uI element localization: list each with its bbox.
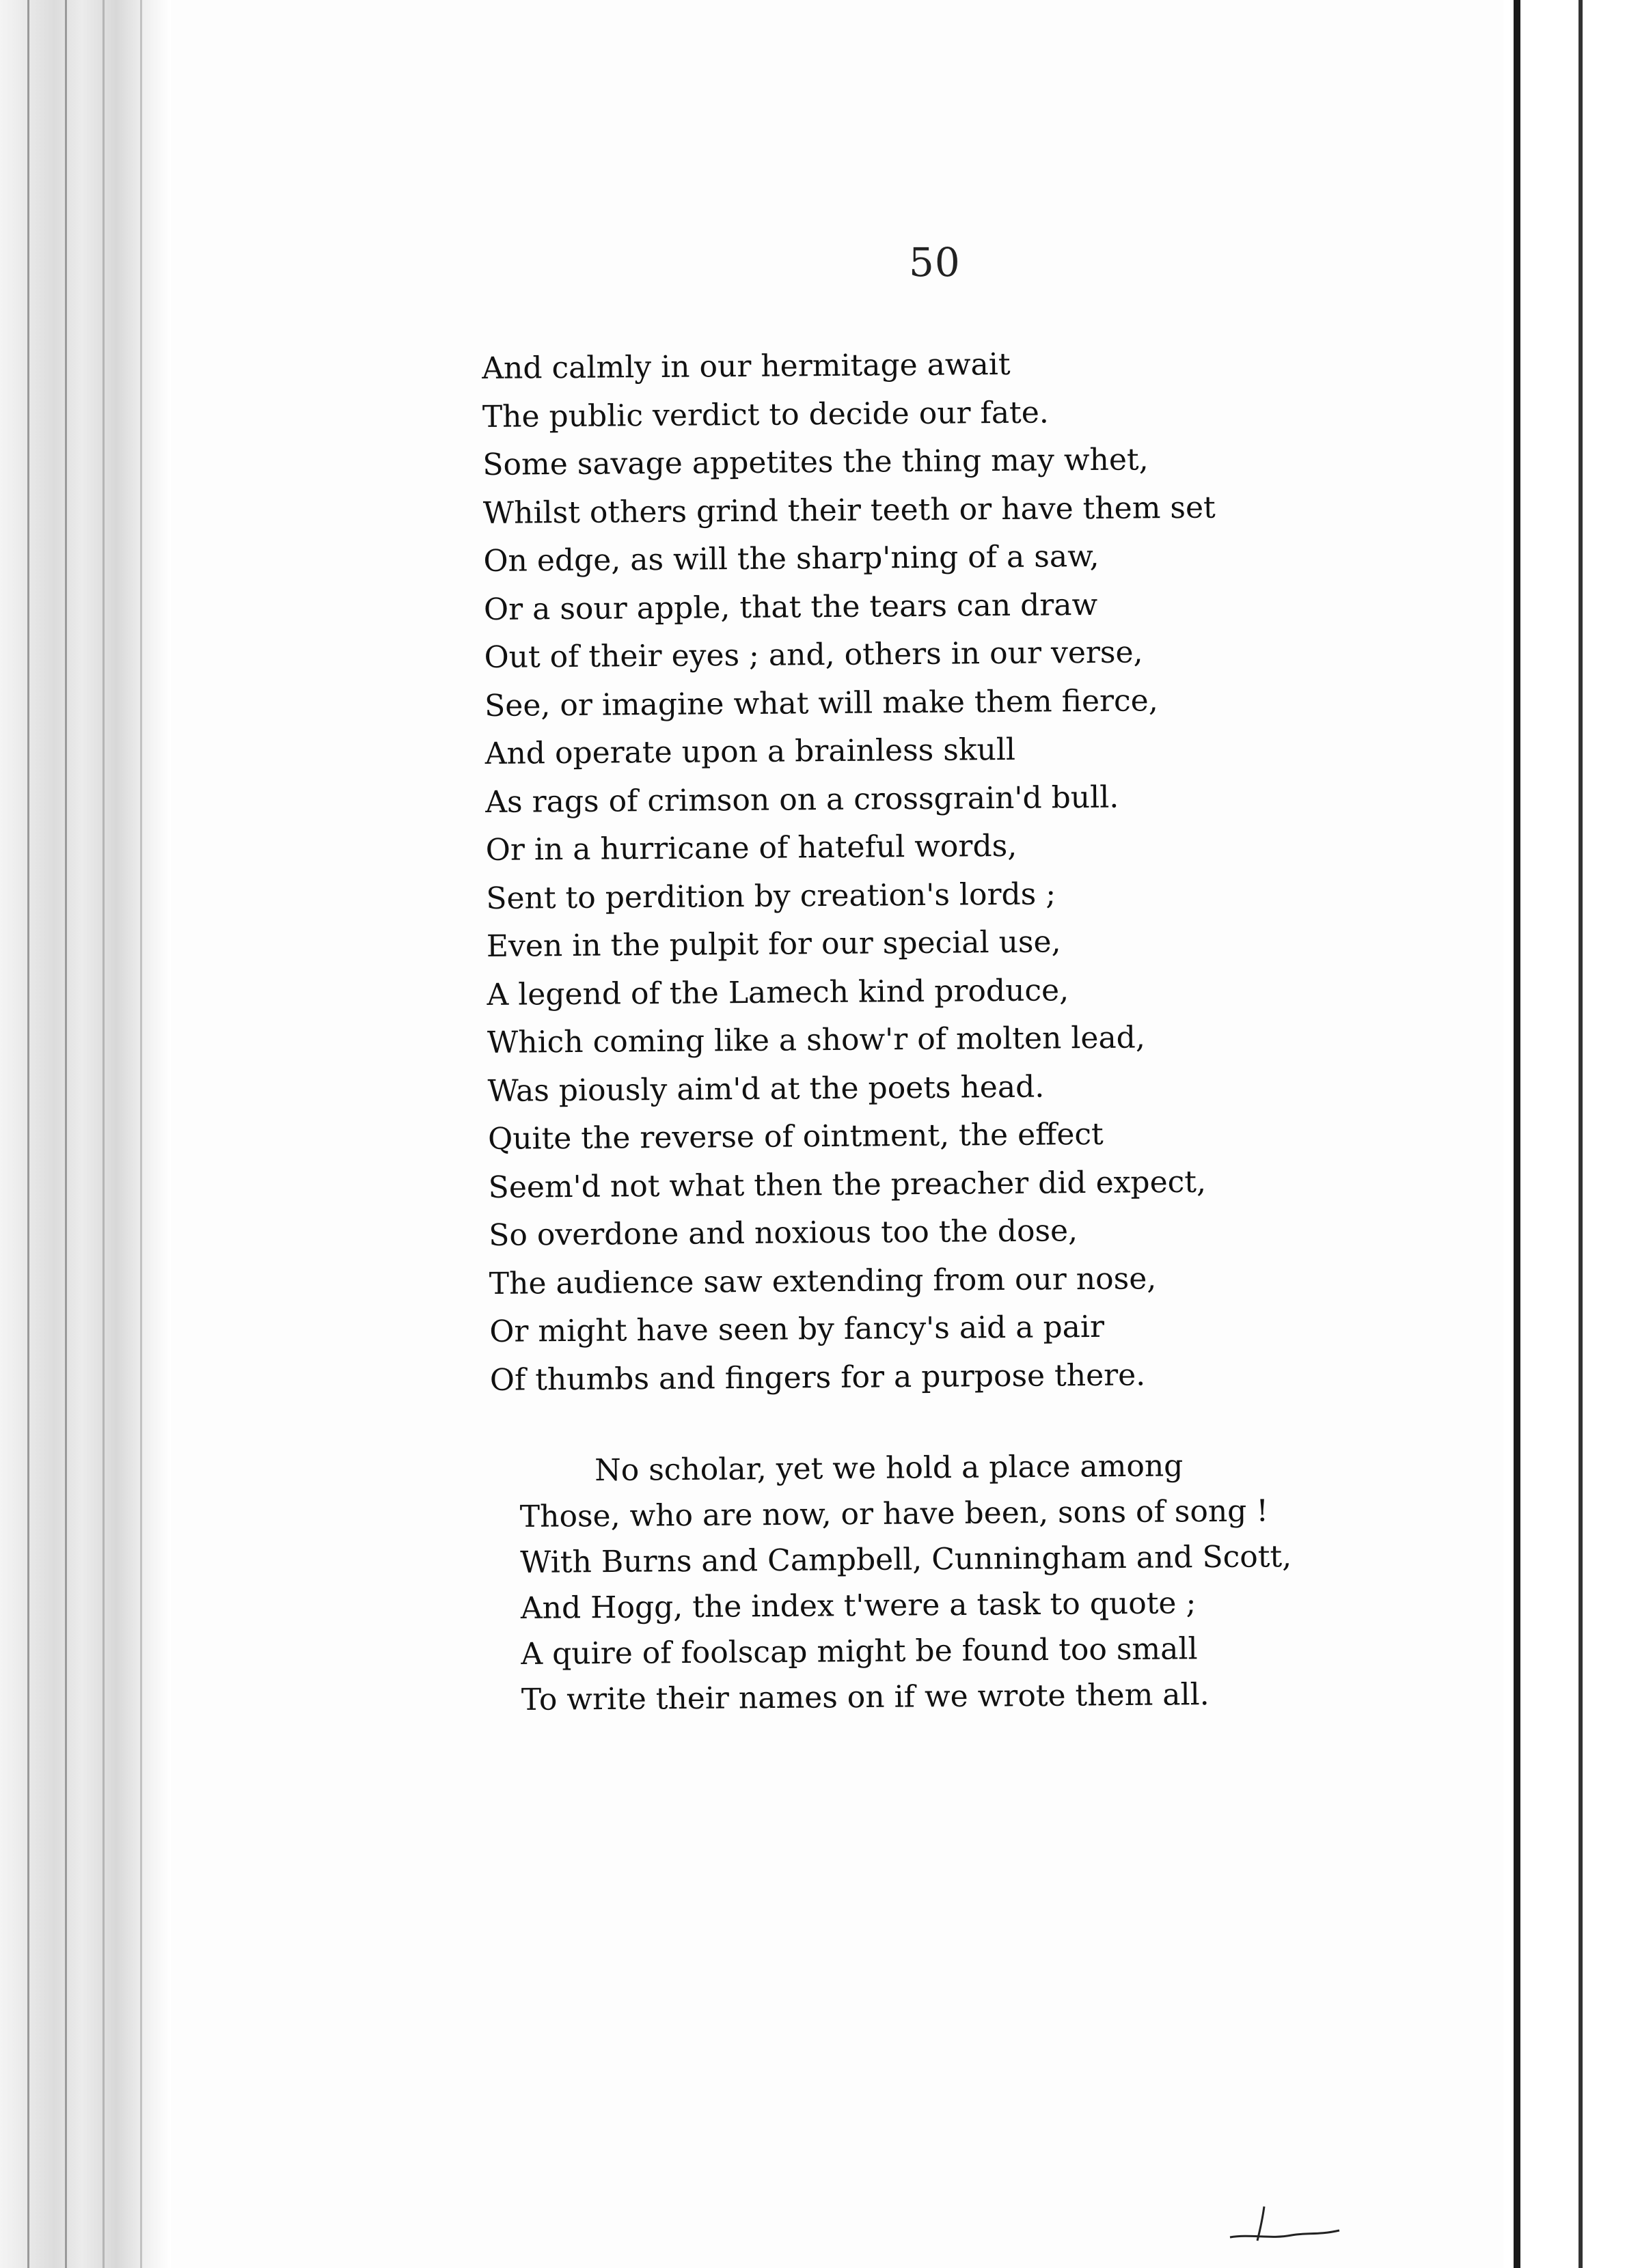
binding-shadow [1514, 0, 1520, 2268]
poem-line: Out of their eyes ; and, others in our verse, [484, 635, 1143, 675]
right-gutter [1503, 0, 1640, 2268]
poem-line: On edge, as will the sharp'ning of a saw, [483, 538, 1099, 579]
poem-line: So overdone and noxious too the dose, [489, 1213, 1078, 1253]
poem-line: No scholar, yet we hold a place among [594, 1448, 1184, 1489]
page-edge-line [102, 0, 105, 2268]
page-edge-line [65, 0, 67, 2268]
poem-line: Sent to perdition by creation's lords ; [486, 876, 1056, 916]
poem-line: A legend of the Lamech kind produce, [487, 972, 1069, 1012]
poem-line: And operate upon a brainless skull [484, 732, 1016, 771]
poem-line: Was piously aim'd at the poets head. [487, 1069, 1045, 1109]
book-page-edge [0, 0, 171, 2268]
page-edge-line [140, 0, 142, 2268]
poem-line: Those, who are now, or have been, sons of song ! [519, 1493, 1269, 1534]
page-edge-line [27, 0, 29, 2268]
poem-line: Seem'd not what then the preacher did expect, [488, 1164, 1207, 1205]
poem-line: Quite the reverse of ointment, the effect [487, 1116, 1104, 1157]
poem-line: Some savage appetites the thing may whet, [482, 442, 1149, 482]
poem-line: Or might have seen by fancy's aid a pair [489, 1309, 1105, 1349]
poem-line: A quire of foolscap might be found too small [521, 1631, 1198, 1672]
poem-line: The audience saw extending from our nose, [489, 1260, 1157, 1301]
poem-line: And Hogg, the index t'were a task to quote ; [520, 1586, 1197, 1626]
ink-mark [1223, 2200, 1346, 2248]
poem-line: And calmly in our hermitage await [482, 346, 1011, 386]
poem-stanza-2 [519, 1442, 1293, 1723]
page-number: 50 [909, 239, 961, 286]
poem-line: Which coming like a show'r of molten lead, [487, 1020, 1146, 1060]
poem-line: Even in the pulpit for our special use, [486, 924, 1061, 964]
poem-line: To write their names on if we wrote them all. [521, 1677, 1210, 1717]
poem-stanza-1 [482, 340, 1222, 1405]
scanned-page [171, 0, 1503, 2268]
poem-line: See, or imagine what will make them fierce, [484, 682, 1158, 723]
binding-shadow [1578, 0, 1583, 2268]
poem-line: The public verdict to decide our fate. [482, 394, 1049, 434]
poem-line: As rags of crimson on a crossgrain'd bull. [485, 779, 1119, 820]
poem-line: Or in a hurricane of hateful words, [485, 828, 1017, 868]
poem-line: Whilst others grind their teeth or have them set [482, 490, 1216, 531]
poem-line: Of thumbs and fingers for a purpose there. [489, 1357, 1146, 1398]
poem-line: Or a sour apple, that the tears can draw [483, 587, 1098, 627]
poem-line: With Burns and Campbell, Cunningham and Scott, [520, 1539, 1292, 1580]
